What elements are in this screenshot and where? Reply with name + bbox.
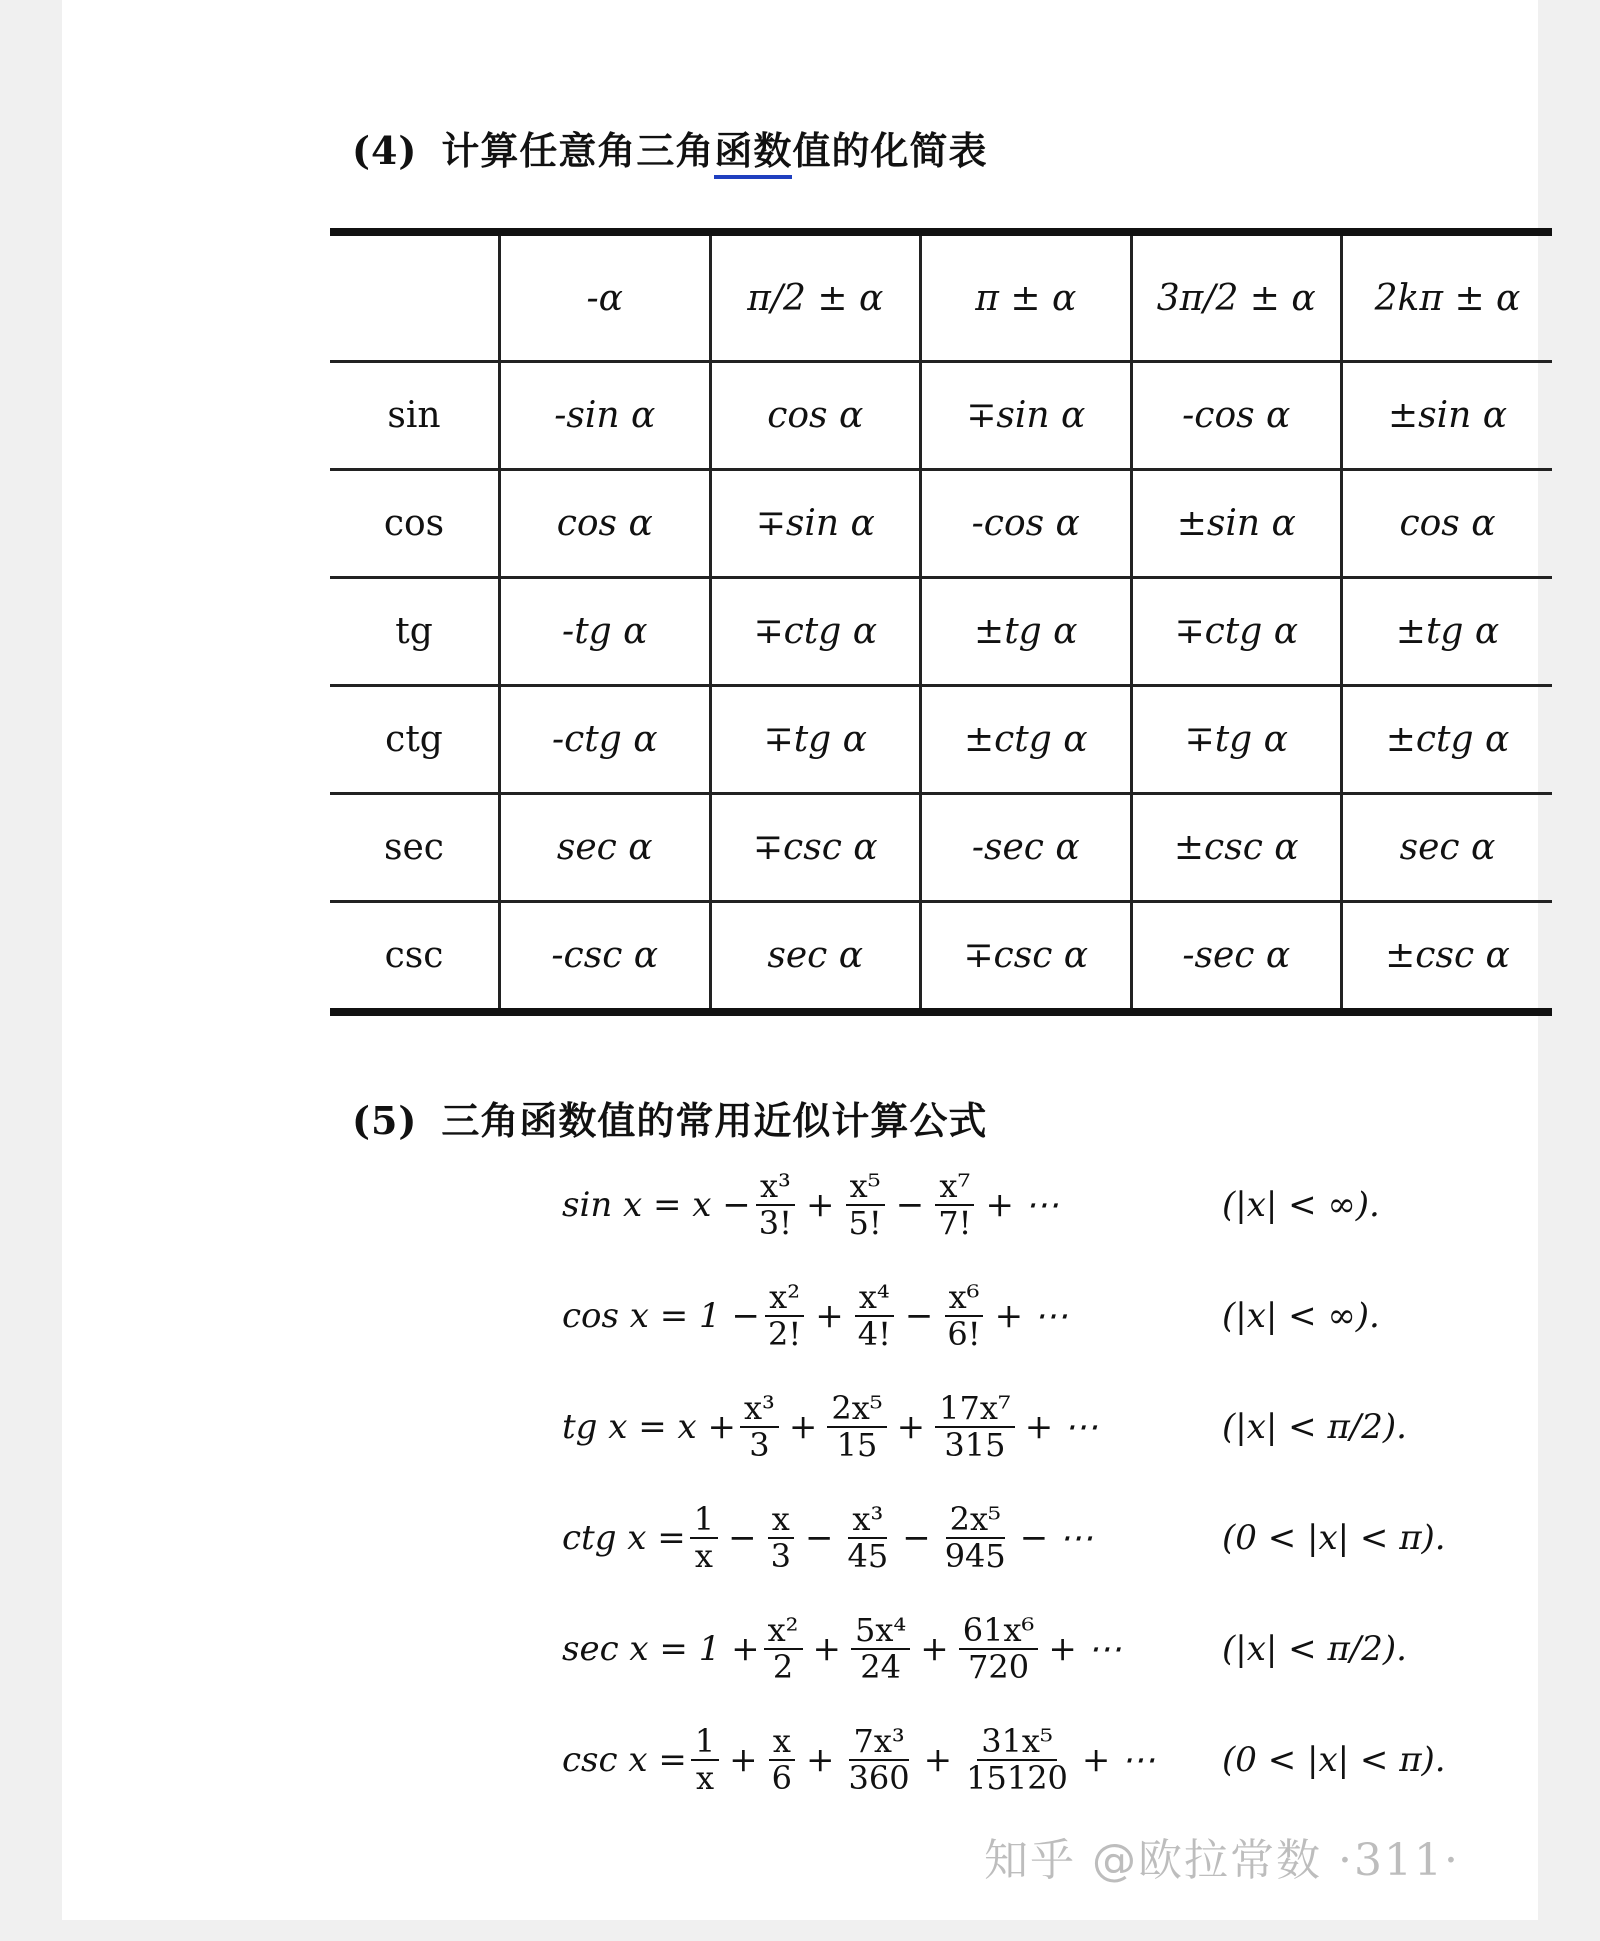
table-cell: ∓tg α — [710, 686, 921, 794]
formula-condition: (|x| < ∞). — [1222, 1296, 1380, 1336]
table-cell: sec α — [710, 902, 921, 1009]
fraction-denominator: 15 — [836, 1426, 878, 1464]
table-cell: ±sin α — [1131, 470, 1342, 578]
table-cell: -cos α — [1131, 362, 1342, 470]
row-label-tg: tg — [330, 578, 500, 686]
formula-fraction — [690, 1499, 718, 1575]
header-half-pi: π/2 ± α — [710, 236, 921, 362]
table-header-row — [330, 236, 1552, 362]
table-cell: ±tg α — [1342, 578, 1553, 686]
section-4-title-pre: 计算任意角三角 — [441, 129, 715, 173]
table-row-cos — [330, 470, 1552, 578]
formula-fraction — [691, 1721, 719, 1797]
formula-fraction — [851, 1610, 910, 1686]
fraction-numerator: x⁵ — [846, 1169, 885, 1206]
fraction-denominator: x — [694, 1537, 713, 1575]
formula-fraction — [827, 1388, 886, 1464]
formula-row — [562, 1483, 1522, 1593]
fraction-numerator: x³ — [756, 1169, 795, 1206]
formula-fraction — [845, 1721, 914, 1797]
formula-condition: (|x| < π/2). — [1222, 1407, 1407, 1447]
formula-fraction — [943, 1277, 984, 1353]
section-4-title-underlined: 函数 — [714, 129, 792, 179]
formula-lhs: sin x = x − — [562, 1185, 751, 1225]
formula-fraction — [755, 1166, 796, 1242]
formula-operator: − — [904, 1296, 934, 1336]
fraction-numerator: x³ — [740, 1391, 779, 1428]
formula-lhs: csc x = — [562, 1740, 687, 1780]
section-4-title-post: 值的化简表 — [792, 129, 988, 173]
table-cell: ±csc α — [1342, 902, 1553, 1009]
formula-operator: + — [729, 1740, 758, 1780]
fraction-denominator: 315 — [944, 1426, 1006, 1464]
formula-fraction — [934, 1166, 975, 1242]
section-4-number: (4) — [352, 128, 418, 173]
table-row-ctg — [330, 686, 1552, 794]
table-cell: -cos α — [921, 470, 1132, 578]
formula-fraction — [935, 1388, 1015, 1464]
formula-fraction — [941, 1499, 1010, 1575]
formula-operator: + — [788, 1407, 818, 1447]
formula-condition: (0 < |x| < π). — [1222, 1740, 1446, 1780]
table-cell: ±ctg α — [1342, 686, 1553, 794]
fraction-denominator: 3! — [758, 1204, 792, 1242]
formula-fraction — [767, 1499, 795, 1575]
watermark-brand: 知乎 @欧拉常数 — [984, 1835, 1323, 1886]
fraction-denominator: 720 — [967, 1648, 1030, 1686]
formula-fraction — [764, 1610, 803, 1686]
reduction-table — [330, 236, 1552, 1008]
table-cell: ±ctg α — [921, 686, 1132, 794]
fraction-denominator: 45 — [847, 1537, 889, 1575]
section-5-title — [352, 1090, 987, 1145]
fraction-numerator: 31x⁵ — [977, 1724, 1057, 1761]
fraction-numerator: x² — [765, 1280, 804, 1317]
formula-lhs: ctg x = — [562, 1518, 686, 1558]
fraction-numerator: x³ — [848, 1502, 887, 1539]
formula-operator: + — [806, 1185, 835, 1225]
section-5-number: (5) — [352, 1098, 418, 1143]
table-top-rule — [330, 228, 1552, 236]
table-cell: -tg α — [500, 578, 711, 686]
formula-fraction — [740, 1388, 779, 1464]
formula-row — [562, 1705, 1522, 1815]
table-row-sin — [330, 362, 1552, 470]
formula-lhs: tg x = x + — [562, 1407, 736, 1447]
formula-fraction — [962, 1721, 1072, 1797]
formula-operator: + ⋯ — [994, 1296, 1068, 1336]
header-neg-alpha: -α — [500, 236, 711, 362]
fraction-denominator: 2 — [772, 1648, 794, 1686]
fraction-denominator: 945 — [944, 1537, 1006, 1575]
fraction-denominator: 6 — [771, 1759, 793, 1797]
fraction-numerator: x — [768, 1502, 794, 1539]
fraction-denominator: 4! — [857, 1315, 891, 1353]
table-cell: cos α — [1342, 470, 1553, 578]
fraction-denominator: 360 — [848, 1759, 910, 1797]
table-bottom-rule — [330, 1008, 1552, 1016]
table-cell: -sin α — [500, 362, 711, 470]
fraction-numerator: x⁴ — [855, 1280, 894, 1317]
header-three-half-pi: 3π/2 ± α — [1131, 236, 1342, 362]
table-row-sec — [330, 794, 1552, 902]
table-cell: ∓csc α — [921, 902, 1132, 1009]
section-5-title-text: 三角函数值的常用近似计算公式 — [441, 1099, 988, 1143]
table-cell: ∓csc α — [710, 794, 921, 902]
formula-fraction — [845, 1166, 886, 1242]
fraction-numerator: x — [769, 1724, 795, 1761]
formula-operator: − ⋯ — [1019, 1518, 1094, 1558]
formula-fraction — [768, 1721, 796, 1797]
formula-condition: (0 < |x| < π). — [1222, 1518, 1446, 1558]
formula-fraction — [959, 1610, 1039, 1686]
fraction-numerator: 1 — [690, 1502, 718, 1539]
fraction-denominator: 15120 — [966, 1759, 1068, 1797]
footer-watermark — [984, 1824, 1460, 1888]
fraction-numerator: 2x⁵ — [827, 1391, 886, 1428]
table-cell: ∓tg α — [1131, 686, 1342, 794]
formula-condition: (|x| < π/2). — [1222, 1629, 1407, 1669]
table-cell: -csc α — [500, 902, 711, 1009]
formula-fraction — [764, 1277, 805, 1353]
row-label-cos: cos — [330, 470, 500, 578]
table-cell: -ctg α — [500, 686, 711, 794]
table-cell: cos α — [500, 470, 711, 578]
formula-fraction — [854, 1277, 895, 1353]
fraction-denominator: 3 — [749, 1426, 770, 1464]
fraction-denominator: 2! — [767, 1315, 802, 1353]
table-cell: ∓sin α — [921, 362, 1132, 470]
table-cell: ±csc α — [1131, 794, 1342, 902]
formula-operator: + — [920, 1629, 949, 1669]
formula-lhs: cos x = 1 − — [562, 1296, 760, 1336]
formula-operator: + — [806, 1740, 835, 1780]
row-label-sin: sin — [330, 362, 500, 470]
table-cell: ±sin α — [1342, 362, 1553, 470]
row-label-csc: csc — [330, 902, 500, 1009]
document-page — [62, 0, 1538, 1920]
formula-operator: + — [812, 1629, 841, 1669]
formula-operator: + ⋯ — [1024, 1407, 1098, 1447]
table-cell: -sec α — [921, 794, 1132, 902]
fraction-denominator: 6! — [947, 1315, 981, 1353]
formula-row — [562, 1372, 1522, 1482]
table-cell: ∓ctg α — [1131, 578, 1342, 686]
fraction-numerator: x² — [764, 1613, 803, 1650]
fraction-denominator: 3 — [770, 1537, 791, 1575]
fraction-denominator: 7! — [938, 1204, 972, 1242]
table-cell: ∓sin α — [710, 470, 921, 578]
header-two-k-pi: 2kπ ± α — [1342, 236, 1553, 362]
fraction-denominator: 24 — [860, 1648, 901, 1686]
section-4-title — [352, 120, 987, 175]
fraction-numerator: x⁷ — [935, 1169, 974, 1206]
formula-row — [562, 1150, 1522, 1260]
fraction-numerator: 61x⁶ — [959, 1613, 1039, 1650]
fraction-numerator: x⁶ — [945, 1280, 984, 1317]
table-cell: ∓ctg α — [710, 578, 921, 686]
table-cell: sec α — [1342, 794, 1553, 902]
table-cell: sec α — [500, 794, 711, 902]
formula-fraction — [843, 1499, 892, 1575]
formula-lhs: sec x = 1 + — [562, 1629, 760, 1669]
formula-operator: + — [896, 1407, 926, 1447]
fraction-numerator: 2x⁵ — [946, 1502, 1005, 1539]
formula-operator: − — [895, 1185, 925, 1225]
table-row-csc — [330, 902, 1552, 1009]
formula-row — [562, 1594, 1522, 1704]
formula-condition: (|x| < ∞). — [1222, 1185, 1380, 1225]
formula-row — [562, 1261, 1522, 1371]
header-pi: π ± α — [921, 236, 1132, 362]
table-row-tg — [330, 578, 1552, 686]
table-cell: cos α — [710, 362, 921, 470]
formula-operator: − — [804, 1518, 834, 1558]
fraction-numerator: 1 — [691, 1724, 719, 1761]
formula-operator: − — [728, 1518, 757, 1558]
formula-operator: + ⋯ — [1081, 1740, 1156, 1780]
formula-operator: + — [815, 1296, 844, 1336]
fraction-numerator: 17x⁷ — [935, 1391, 1015, 1428]
fraction-numerator: 5x⁴ — [851, 1613, 910, 1650]
table-cell: -sec α — [1131, 902, 1342, 1009]
formula-operator: + — [923, 1740, 953, 1780]
row-label-ctg: ctg — [330, 686, 500, 794]
formula-operator: + ⋯ — [985, 1185, 1059, 1225]
formula-operator: + ⋯ — [1048, 1629, 1122, 1669]
table-cell: ±tg α — [921, 578, 1132, 686]
table-corner-cell — [330, 236, 500, 362]
page-number: ·311· — [1338, 1835, 1460, 1886]
fraction-denominator: 5! — [848, 1204, 882, 1242]
fraction-numerator: 7x³ — [849, 1724, 908, 1761]
formula-operator: − — [902, 1518, 931, 1558]
row-label-sec: sec — [330, 794, 500, 902]
fraction-denominator: x — [695, 1759, 715, 1797]
